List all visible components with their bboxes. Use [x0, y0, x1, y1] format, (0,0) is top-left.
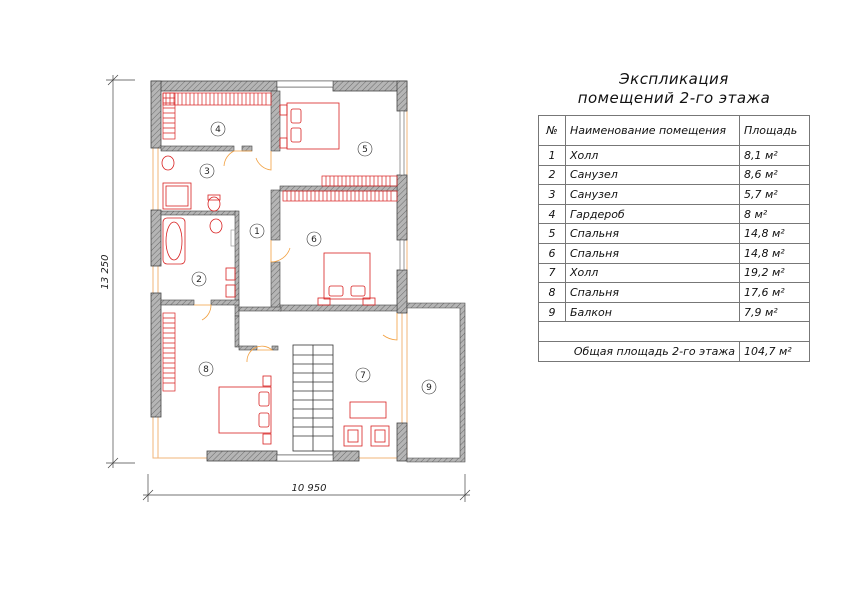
room-labels [192, 122, 436, 394]
row-name: Балкон [566, 302, 740, 322]
doors [194, 151, 397, 362]
table-row [539, 302, 810, 322]
row-num: 5 [539, 224, 566, 244]
row-num: 4 [539, 204, 566, 224]
row-num: 7 [539, 263, 566, 283]
table-spacer-row [539, 322, 810, 342]
table-row [539, 243, 810, 263]
dimension-width: 10 950 [291, 483, 327, 494]
total-area: 104,7 м² [740, 341, 810, 361]
table-row [539, 224, 810, 244]
explication-title-line1: Экспликация [619, 70, 729, 88]
row-name: Гардероб [566, 204, 740, 224]
row-num: 8 [539, 283, 566, 303]
header-area: Площадь [740, 116, 810, 146]
row-area: 19,2 м² [740, 263, 810, 283]
row-num: 9 [539, 302, 566, 322]
explication-title-line2: помещений 2-го этажа [577, 89, 771, 107]
row-area: 14,8 м² [740, 243, 810, 263]
room-number-8: 8 [203, 365, 209, 375]
row-name: Спальня [566, 283, 740, 303]
explication-table [538, 115, 810, 362]
balcony [407, 303, 465, 462]
interior-walls [161, 91, 397, 350]
room-number-9: 9 [426, 383, 432, 393]
table-row [539, 146, 810, 166]
window-sill-marker [231, 230, 235, 246]
header-name: Наименование помещения [566, 116, 740, 146]
room-number-5: 5 [362, 145, 368, 155]
table-row [539, 204, 810, 224]
table-row [539, 283, 810, 303]
row-name: Санузел [566, 185, 740, 205]
row-name: Холл [566, 146, 740, 166]
row-name: Спальня [566, 224, 740, 244]
row-area: 14,8 м² [740, 224, 810, 244]
table-header-row [539, 116, 810, 146]
room-number-2: 2 [196, 275, 202, 285]
row-num: 6 [539, 243, 566, 263]
room-number-6: 6 [311, 235, 317, 245]
room-number-3: 3 [204, 167, 210, 177]
total-label: Общая площадь 2-го этажа [539, 341, 740, 361]
row-name: Спальня [566, 243, 740, 263]
room-number-1: 1 [254, 227, 260, 237]
dimension-height: 13 250 [100, 254, 111, 290]
windows [277, 81, 404, 461]
row-area: 7,9 м² [740, 302, 810, 322]
row-name: Санузел [566, 165, 740, 185]
room-number-4: 4 [215, 125, 221, 135]
table-row [539, 185, 810, 205]
row-area: 8,1 м² [740, 146, 810, 166]
row-num: 3 [539, 185, 566, 205]
table-total-row [539, 341, 810, 361]
row-name: Холл [566, 263, 740, 283]
row-area: 8 м² [740, 204, 810, 224]
table-row [539, 165, 810, 185]
header-num: № [539, 116, 566, 146]
table-row [539, 263, 810, 283]
row-num: 2 [539, 165, 566, 185]
row-num: 1 [539, 146, 566, 166]
staircase [293, 345, 333, 451]
row-area: 8,6 м² [740, 165, 810, 185]
room-number-7: 7 [360, 371, 366, 381]
row-area: 17,6 м² [740, 283, 810, 303]
row-area: 5,7 м² [740, 185, 810, 205]
